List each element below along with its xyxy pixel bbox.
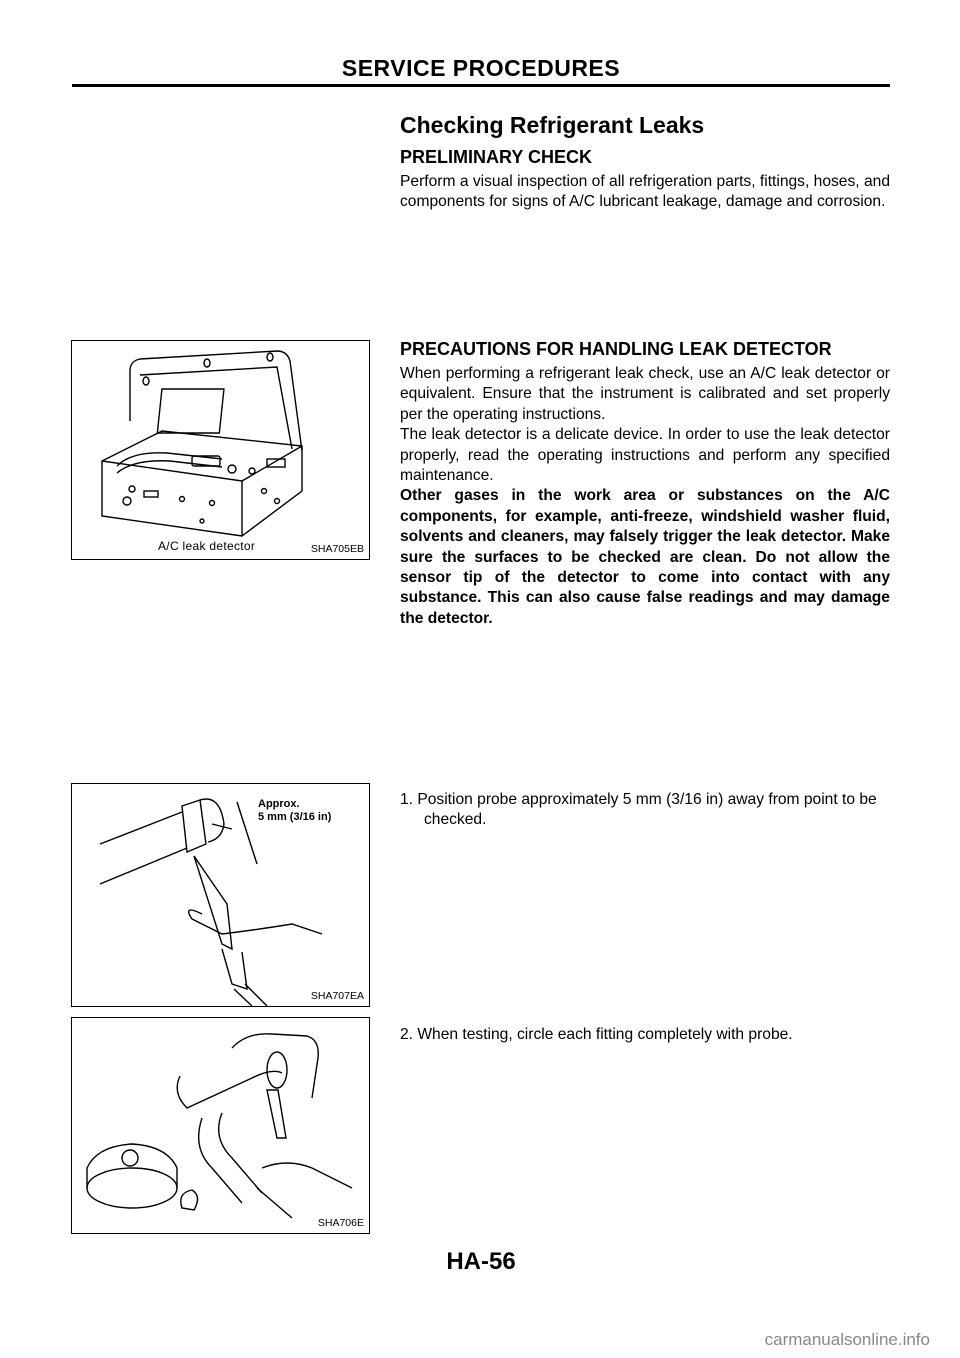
precautions-body [400, 364, 890, 629]
distance-label [258, 798, 331, 824]
section-title: Checking Refrigerant Leaks [400, 112, 705, 138]
page-number: HA-56 [446, 1248, 516, 1275]
step-2: 2. When testing, circle each fitting completely with probe. [400, 1026, 793, 1043]
header-rule [72, 84, 890, 87]
figure-code: SHA705EB [310, 543, 364, 555]
circle-fitting-illustration [72, 1018, 369, 1233]
preliminary-heading: PRELIMINARY CHECK [400, 147, 593, 167]
page-header: SERVICE PROCEDURES [341, 55, 621, 81]
distance-label-line1: Approx. [258, 798, 300, 810]
figure-circle-fitting [71, 1017, 370, 1234]
step-1: 1. Position probe approximately 5 mm (3/16 in) away from point to be checked. [400, 791, 877, 829]
leak-detector-illustration [72, 341, 369, 559]
precautions-heading: PRECAUTIONS FOR HANDLING LEAK DETECTOR [400, 339, 832, 359]
figure-leak-detector [71, 340, 370, 560]
figure-caption: A/C leak detector [158, 539, 256, 553]
figure-probe-distance [71, 783, 370, 1007]
precautions-warning: Other gases in the work area or substances on the A/C components, for example, anti-freeze, windshield washer fluid, solvents and cleaners, may falsely trigger the leak detector. Make sure the surfaces to be checked are clean. Do not allow the sensor tip of the detector to come into contact with any substance. This can also cause false readings and may damage the detector. [400, 487, 890, 627]
figure-code: SHA706E [317, 1217, 364, 1229]
preliminary-text: Perform a visual inspection of all refrigeration parts, fittings, hoses, and components for signs of A/C lubricant leakage, damage and corrosion. [400, 173, 890, 211]
precautions-paragraph: When performing a refrigerant leak check, use an A/C leak detector or equivalent. Ensure that the instrument is calibrated and set properly per the operating instructions. [400, 365, 890, 423]
watermark: carmanualsonline.info [764, 1330, 930, 1349]
figure-code: SHA707EA [310, 990, 364, 1002]
precautions-paragraph: The leak detector is a delicate device. In order to use the leak detector properly, read the operating instructions and perform any specified maintenance. [400, 426, 890, 485]
distance-label-line2: 5 mm (3/16 in) [258, 811, 332, 823]
